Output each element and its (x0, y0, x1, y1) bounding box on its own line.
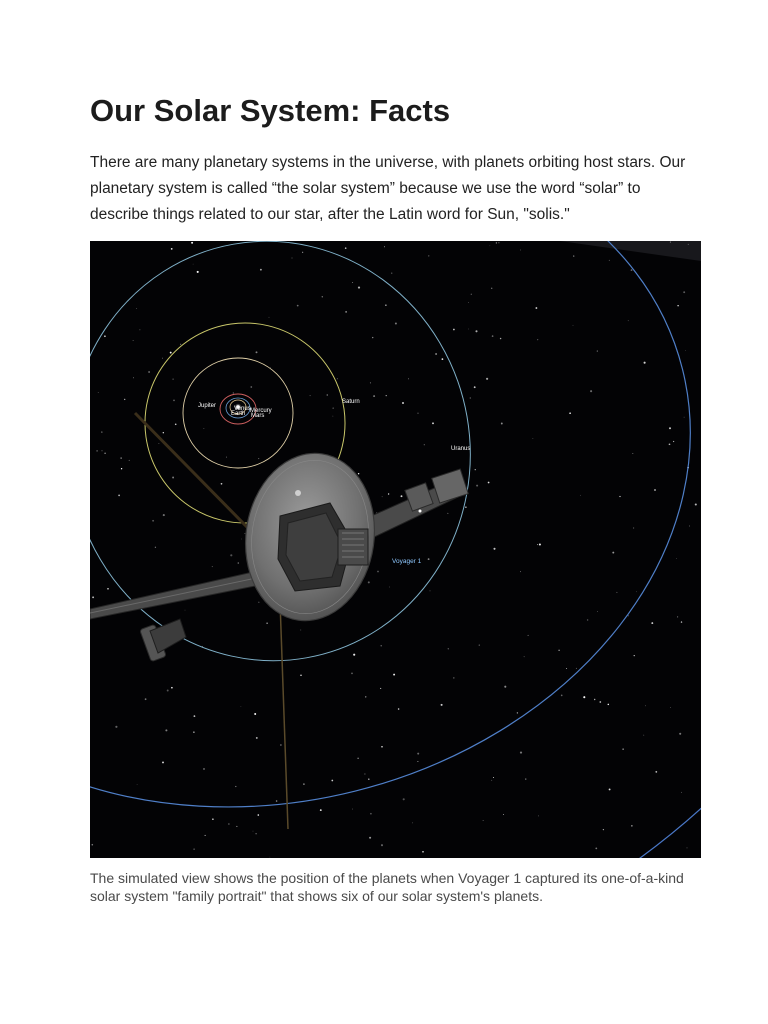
star (333, 416, 334, 417)
star (453, 329, 455, 331)
star (676, 558, 677, 559)
star (685, 350, 686, 351)
star (384, 246, 385, 247)
star (260, 269, 262, 271)
star (520, 752, 522, 754)
star (292, 258, 293, 259)
star (389, 587, 390, 588)
star (245, 533, 246, 534)
star (257, 814, 259, 816)
star (171, 687, 173, 689)
star (172, 477, 174, 479)
star (535, 307, 537, 309)
star (688, 244, 689, 245)
star (525, 779, 526, 780)
star (504, 686, 506, 688)
star (689, 526, 690, 527)
star (669, 443, 671, 445)
star (651, 622, 653, 624)
star (695, 503, 697, 505)
star (203, 768, 204, 769)
star (162, 761, 164, 763)
star (573, 255, 574, 256)
star (490, 245, 491, 246)
star (537, 339, 538, 340)
star (395, 322, 397, 324)
star (491, 780, 492, 781)
star (133, 340, 134, 341)
star (358, 287, 360, 289)
star (486, 378, 488, 380)
star (424, 444, 425, 445)
star (501, 423, 503, 425)
star (352, 282, 353, 283)
star (241, 706, 242, 707)
star (380, 688, 381, 689)
star (163, 432, 164, 433)
star (398, 708, 400, 710)
star (517, 712, 518, 713)
star (172, 378, 173, 379)
star (569, 412, 571, 414)
star (266, 622, 267, 623)
star (300, 674, 302, 676)
star (388, 493, 389, 494)
star (236, 826, 237, 827)
star (98, 392, 99, 393)
star (465, 507, 466, 508)
star (677, 616, 678, 617)
star (369, 837, 371, 839)
star (269, 317, 270, 318)
star (528, 635, 529, 636)
star (115, 726, 117, 728)
star (636, 591, 637, 592)
star (432, 422, 434, 424)
star (385, 305, 386, 306)
star (655, 771, 657, 773)
star (643, 735, 644, 736)
star (673, 441, 674, 442)
star (435, 353, 437, 355)
jupiter-label: Jupiter (198, 403, 217, 409)
page-title: Our Solar System: Facts (90, 93, 451, 128)
star (250, 386, 252, 388)
star (185, 610, 186, 611)
star (430, 591, 431, 592)
star (276, 800, 278, 802)
star (594, 699, 595, 700)
star (616, 592, 617, 593)
star (683, 291, 685, 293)
star (137, 784, 138, 785)
star (684, 417, 685, 418)
star (228, 823, 229, 824)
star (669, 427, 671, 429)
star (681, 792, 682, 793)
star (253, 831, 254, 832)
star (520, 571, 521, 572)
star (483, 820, 484, 821)
star (193, 731, 195, 733)
star (442, 358, 444, 360)
star (422, 851, 424, 853)
star (101, 431, 103, 433)
earth-label: Earth (231, 411, 246, 417)
star (428, 558, 430, 560)
star (491, 288, 492, 289)
star (597, 611, 598, 612)
star (393, 674, 395, 676)
star (677, 305, 678, 306)
star (654, 489, 656, 491)
star (381, 746, 383, 748)
venus-label: Venus (234, 406, 251, 412)
star (159, 443, 160, 444)
star (590, 390, 592, 392)
star (377, 571, 379, 573)
star (173, 400, 175, 402)
star (428, 255, 429, 256)
star (121, 458, 122, 459)
star (345, 311, 347, 313)
mars-label: Mars (251, 413, 265, 419)
saturn-label: Saturn (342, 399, 360, 405)
star (561, 695, 563, 697)
star (300, 630, 301, 631)
star (152, 520, 154, 522)
star (587, 619, 588, 620)
star (475, 330, 477, 332)
star (357, 758, 358, 759)
star (612, 552, 614, 554)
star (256, 351, 258, 353)
star (163, 514, 165, 516)
star (180, 344, 181, 345)
star (681, 621, 682, 622)
star (670, 242, 671, 243)
star (628, 615, 629, 616)
star (609, 260, 610, 261)
star (353, 654, 355, 656)
star (258, 602, 259, 603)
star (331, 780, 333, 782)
star (471, 294, 472, 295)
star (254, 713, 256, 715)
star (230, 554, 232, 556)
star (558, 650, 559, 651)
star (500, 338, 502, 340)
solar-system-image (90, 241, 701, 858)
star (670, 707, 671, 708)
star (358, 473, 359, 474)
star (322, 296, 323, 297)
star (372, 337, 373, 338)
star (204, 428, 205, 429)
star (92, 596, 94, 598)
star (332, 407, 334, 409)
star (566, 668, 567, 669)
star (492, 335, 494, 337)
star (644, 362, 646, 364)
star (631, 825, 632, 826)
star (448, 513, 449, 514)
star (193, 848, 194, 849)
star (191, 242, 193, 244)
star (417, 753, 419, 755)
star (337, 378, 338, 379)
star (496, 242, 497, 243)
star (255, 833, 256, 834)
star (270, 857, 271, 858)
star (365, 696, 366, 697)
star (165, 729, 167, 731)
star (193, 264, 194, 265)
star (488, 482, 490, 484)
solar-system-illustration (90, 241, 701, 858)
star (145, 698, 147, 700)
star (327, 394, 328, 395)
star (386, 395, 387, 396)
star (280, 744, 281, 745)
star (170, 352, 172, 354)
star (364, 773, 365, 774)
star (520, 250, 521, 251)
star (175, 423, 177, 425)
star (448, 648, 449, 649)
star (303, 783, 305, 785)
star (121, 468, 122, 469)
star (633, 527, 634, 528)
mercury-label: Mercury (250, 408, 272, 414)
star (373, 395, 375, 397)
star (476, 485, 478, 487)
star (631, 269, 633, 271)
star (608, 704, 610, 706)
star (102, 450, 103, 451)
star (238, 562, 240, 564)
star (302, 252, 303, 253)
star (136, 308, 137, 309)
star (171, 248, 173, 250)
star (474, 386, 476, 388)
star (417, 761, 418, 762)
star (226, 457, 227, 458)
star (148, 371, 150, 373)
image-caption: The simulated view shows the position of the planets when Voyager 1 captured its one-of-a-kind solar system "family portrait" that shows six of our solar system's planets. (90, 870, 684, 904)
star (468, 329, 469, 330)
star (537, 544, 538, 545)
star (197, 271, 199, 273)
star (599, 701, 601, 703)
star (194, 715, 196, 717)
star (453, 677, 455, 679)
star (133, 377, 134, 378)
star (92, 844, 94, 846)
star (679, 733, 681, 735)
star (597, 351, 598, 352)
star (408, 379, 409, 380)
star (468, 302, 469, 303)
star (573, 325, 574, 326)
star (603, 829, 604, 830)
star (370, 382, 371, 383)
star (118, 495, 120, 497)
star (524, 656, 525, 657)
voyager-label: Voyager 1 (392, 558, 422, 565)
star (441, 704, 443, 706)
star (539, 543, 541, 545)
star (475, 469, 476, 470)
star (576, 668, 577, 669)
star (401, 495, 403, 497)
star (391, 273, 392, 274)
star (258, 458, 259, 459)
star (104, 335, 106, 337)
star (256, 737, 258, 739)
star (493, 777, 494, 778)
star (417, 413, 418, 414)
star (619, 496, 620, 497)
star (167, 690, 169, 692)
star (310, 395, 311, 396)
star (493, 548, 495, 550)
star (107, 588, 109, 590)
star (622, 748, 623, 749)
star (595, 847, 597, 849)
star (402, 402, 404, 404)
star (645, 705, 646, 706)
star (470, 397, 471, 398)
star (580, 495, 581, 496)
uranus-label: Uranus (451, 446, 471, 452)
star (628, 320, 629, 321)
star (297, 305, 299, 307)
star (412, 823, 413, 824)
star (352, 809, 353, 810)
star (368, 778, 370, 780)
star (96, 450, 98, 452)
intro-paragraph: There are many planetary systems in the universe, with planets orbiting host stars. Our planetary system is called “the solar system” because we use the word “solar” to describe things related to our star, after the Latin word for Sun, "solis." (90, 154, 686, 223)
star (634, 655, 635, 656)
star (503, 814, 504, 815)
star (233, 392, 234, 393)
star (538, 816, 539, 817)
star (686, 847, 687, 848)
star (533, 438, 534, 439)
star (205, 835, 206, 836)
star (320, 809, 322, 811)
star (351, 672, 353, 674)
star (368, 581, 370, 583)
star (380, 645, 381, 646)
star (632, 453, 633, 454)
star (221, 483, 223, 485)
star (104, 453, 106, 455)
star (139, 329, 140, 330)
star (498, 242, 499, 243)
star (235, 786, 236, 787)
star (212, 818, 214, 820)
star (479, 645, 480, 646)
star (381, 844, 383, 846)
star (162, 358, 163, 359)
star (212, 566, 213, 567)
star (124, 399, 125, 400)
star (403, 798, 405, 800)
star (129, 460, 130, 461)
star (583, 696, 585, 698)
star (155, 547, 156, 548)
star (241, 539, 242, 540)
star (345, 247, 347, 249)
star (382, 496, 383, 497)
star (609, 788, 611, 790)
star (370, 813, 372, 815)
